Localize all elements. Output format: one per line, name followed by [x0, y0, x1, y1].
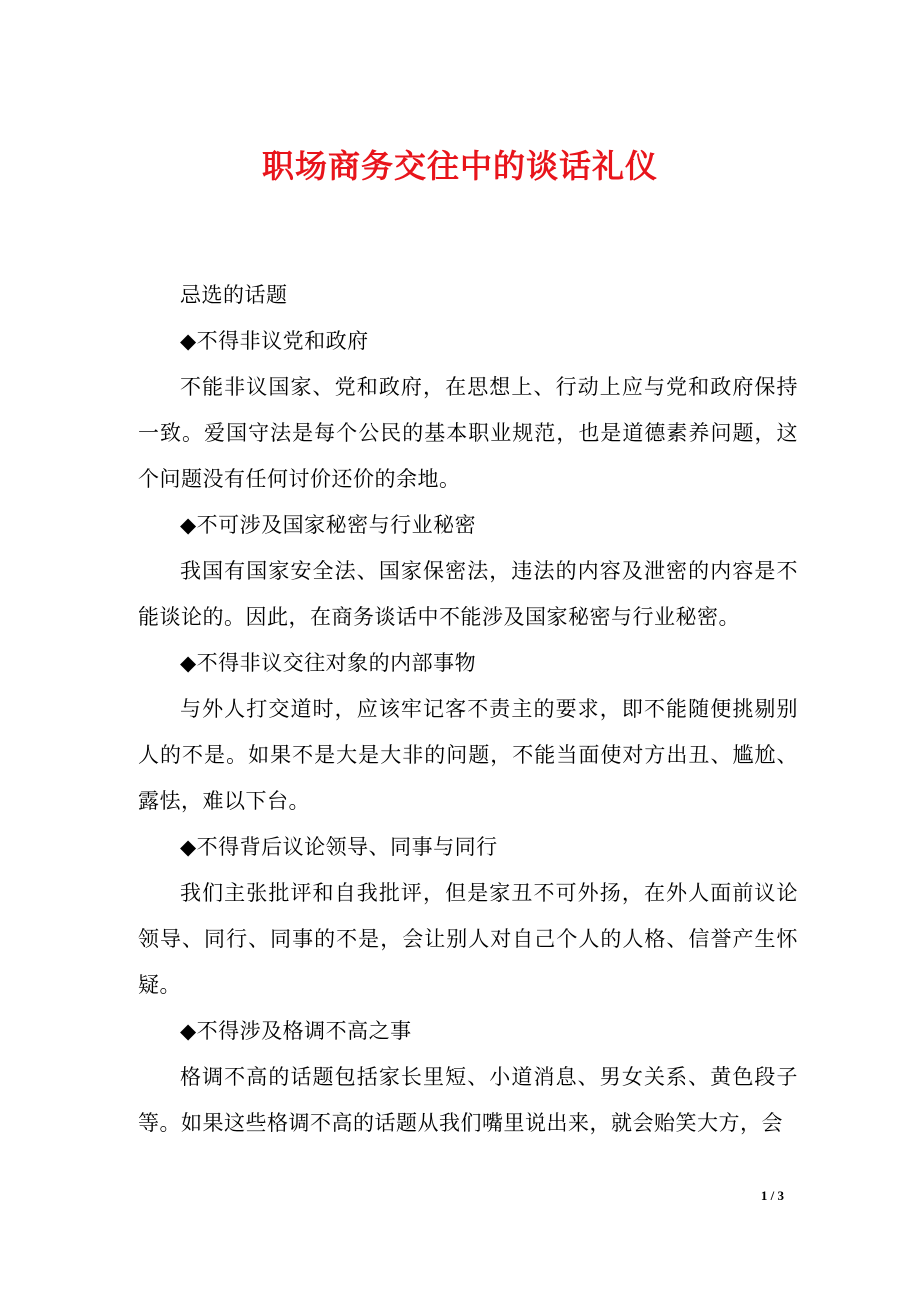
- page-number: 1 / 3: [760, 1188, 784, 1203]
- body-paragraph: 不能非议国家、党和政府，在思想上、行动上应与党和政府保持一致。爱国守法是每个公民的基本职业规范，也是道德素养问题，这个问题没有任何讨价还价的余地。: [138, 375, 798, 491]
- bullet-heading: ◆不得非议交往对象的内部事物: [180, 651, 477, 675]
- document-body: [138, 272, 798, 1146]
- bullet-heading: ◆不得涉及格调不高之事: [180, 1019, 412, 1043]
- bullet-heading: ◆不得背后议论领导、同事与同行: [180, 835, 498, 859]
- document-title: 职场商务交往中的谈话礼仪: [261, 147, 658, 185]
- bullet-heading: ◆不得非议党和政府: [180, 329, 369, 353]
- section-heading: 忌选的话题: [180, 283, 288, 307]
- bullet-heading: ◆不可涉及国家秘密与行业秘密: [180, 513, 477, 537]
- body-paragraph: 我们主张批评和自我批评，但是家丑不可外扬，在外人面前议论领导、同行、同事的不是，会让别人对自己个人的人格、信誉产生怀疑。: [138, 881, 798, 997]
- body-paragraph: 格调不高的话题包括家长里短、小道消息、男女关系、黄色段子等。如果这些格调不高的话题从我们嘴里说出来，就会贻笑大方，会: [138, 1065, 798, 1135]
- body-paragraph: 我国有国家安全法、国家保密法，违法的内容及泄密的内容是不能谈论的。因此，在商务谈话中不能涉及国家秘密与行业秘密。: [138, 559, 798, 629]
- body-paragraph: 与外人打交道时，应该牢记客不责主的要求，即不能随便挑剔别人的不是。如果不是大是大非的问题，不能当面使对方出丑、尴尬、露怯，难以下台。: [138, 697, 798, 813]
